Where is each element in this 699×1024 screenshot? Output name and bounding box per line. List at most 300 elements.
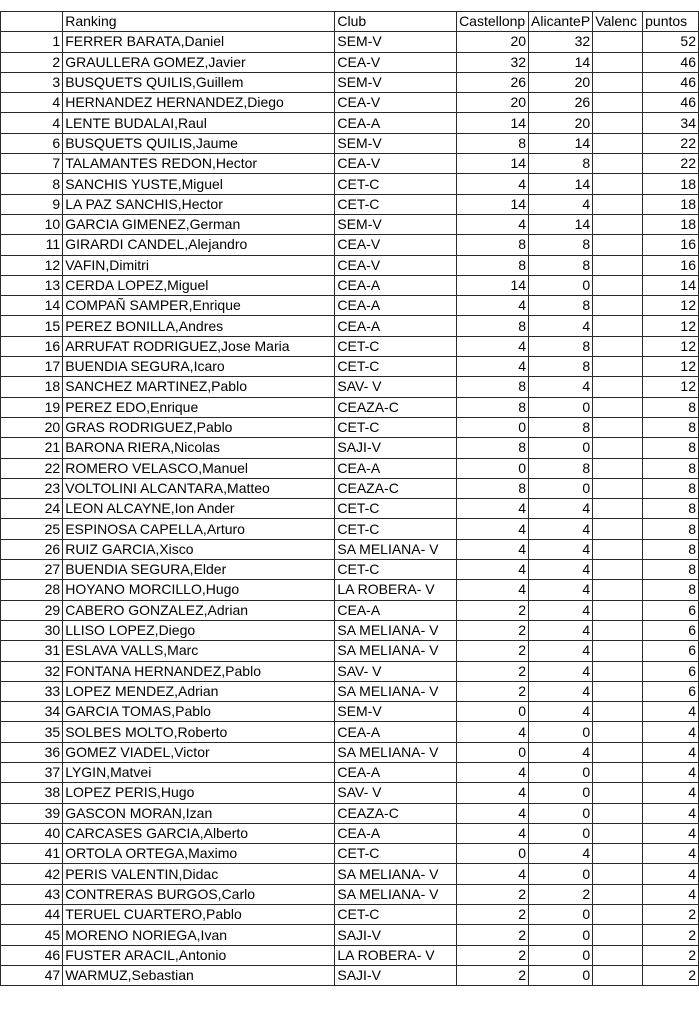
cell-alicante[interactable]: 0: [529, 965, 593, 985]
cell-puntos[interactable]: 4: [643, 844, 699, 864]
cell-name[interactable]: CARCASES GARCIA,Alberto: [63, 823, 335, 843]
cell-valencia[interactable]: [593, 580, 643, 600]
cell-rank[interactable]: 11: [1, 235, 63, 255]
cell-alicante[interactable]: 14: [529, 133, 593, 153]
cell-puntos[interactable]: 8: [643, 580, 699, 600]
cell-club[interactable]: CEA-V: [335, 255, 457, 275]
cell-alicante[interactable]: 0: [529, 803, 593, 823]
cell-castellon[interactable]: 0: [457, 417, 529, 437]
cell-castellon[interactable]: 4: [457, 519, 529, 539]
cell-valencia[interactable]: [593, 235, 643, 255]
cell-club[interactable]: CET-C: [335, 560, 457, 580]
cell-name[interactable]: FONTANA HERNANDEZ,Pablo: [63, 661, 335, 681]
cell-club[interactable]: CEA-A: [335, 762, 457, 782]
cell-castellon[interactable]: 0: [457, 742, 529, 762]
cell-puntos[interactable]: 12: [643, 316, 699, 336]
cell-rank[interactable]: 39: [1, 803, 63, 823]
cell-rank[interactable]: 45: [1, 925, 63, 945]
cell-castellon[interactable]: 8: [457, 316, 529, 336]
cell-puntos[interactable]: 4: [643, 783, 699, 803]
cell-valencia[interactable]: [593, 417, 643, 437]
cell-club[interactable]: LA ROBERA- V: [335, 580, 457, 600]
cell-rank[interactable]: 40: [1, 823, 63, 843]
cell-valencia[interactable]: [593, 438, 643, 458]
cell-alicante[interactable]: 8: [529, 235, 593, 255]
cell-name[interactable]: ESLAVA VALLS,Marc: [63, 641, 335, 661]
cell-puntos[interactable]: 8: [643, 560, 699, 580]
cell-club[interactable]: CEA-A: [335, 316, 457, 336]
cell-puntos[interactable]: 6: [643, 681, 699, 701]
cell-name[interactable]: LOPEZ PERIS,Hugo: [63, 783, 335, 803]
cell-puntos[interactable]: 16: [643, 255, 699, 275]
cell-alicante[interactable]: 4: [529, 641, 593, 661]
cell-name[interactable]: CERDA LOPEZ,Miguel: [63, 275, 335, 295]
cell-alicante[interactable]: 4: [529, 560, 593, 580]
cell-name[interactable]: LA PAZ SANCHIS,Hector: [63, 194, 335, 214]
cell-valencia[interactable]: [593, 823, 643, 843]
cell-valencia[interactable]: [593, 296, 643, 316]
cell-name[interactable]: LYGIN,Matvei: [63, 762, 335, 782]
cell-rank[interactable]: 4: [1, 113, 63, 133]
cell-club[interactable]: SEM-V: [335, 32, 457, 52]
cell-castellon[interactable]: 4: [457, 539, 529, 559]
cell-rank[interactable]: 10: [1, 214, 63, 234]
cell-valencia[interactable]: [593, 336, 643, 356]
cell-puntos[interactable]: 18: [643, 214, 699, 234]
cell-name[interactable]: ARRUFAT RODRIGUEZ,Jose Maria: [63, 336, 335, 356]
cell-club[interactable]: SAJI-V: [335, 438, 457, 458]
cell-alicante[interactable]: 20: [529, 72, 593, 92]
cell-puntos[interactable]: 4: [643, 803, 699, 823]
cell-castellon[interactable]: 8: [457, 478, 529, 498]
cell-name[interactable]: VAFIN,Dimitri: [63, 255, 335, 275]
cell-puntos[interactable]: 6: [643, 620, 699, 640]
cell-alicante[interactable]: 20: [529, 113, 593, 133]
cell-alicante[interactable]: 4: [529, 519, 593, 539]
cell-valencia[interactable]: [593, 965, 643, 985]
cell-castellon[interactable]: 32: [457, 52, 529, 72]
cell-puntos[interactable]: 12: [643, 336, 699, 356]
cell-puntos[interactable]: 14: [643, 275, 699, 295]
cell-castellon[interactable]: 8: [457, 255, 529, 275]
cell-club[interactable]: CEA-A: [335, 458, 457, 478]
cell-alicante[interactable]: 8: [529, 357, 593, 377]
cell-rank[interactable]: 32: [1, 661, 63, 681]
cell-rank[interactable]: 38: [1, 783, 63, 803]
cell-rank[interactable]: 16: [1, 336, 63, 356]
cell-rank[interactable]: 41: [1, 844, 63, 864]
cell-alicante[interactable]: 0: [529, 275, 593, 295]
cell-valencia[interactable]: [593, 357, 643, 377]
cell-valencia[interactable]: [593, 722, 643, 742]
cell-puntos[interactable]: 2: [643, 945, 699, 965]
cell-valencia[interactable]: [593, 93, 643, 113]
cell-valencia[interactable]: [593, 620, 643, 640]
cell-club[interactable]: SEM-V: [335, 72, 457, 92]
cell-alicante[interactable]: 8: [529, 336, 593, 356]
cell-castellon[interactable]: 20: [457, 93, 529, 113]
cell-castellon[interactable]: 4: [457, 214, 529, 234]
cell-name[interactable]: LENTE BUDALAI,Raul: [63, 113, 335, 133]
cell-castellon[interactable]: 2: [457, 641, 529, 661]
cell-name[interactable]: WARMUZ,Sebastian: [63, 965, 335, 985]
cell-name[interactable]: FERRER BARATA,Daniel: [63, 32, 335, 52]
cell-alicante[interactable]: 8: [529, 296, 593, 316]
cell-alicante[interactable]: 0: [529, 397, 593, 417]
cell-club[interactable]: CEA-V: [335, 93, 457, 113]
cell-castellon[interactable]: 2: [457, 600, 529, 620]
cell-alicante[interactable]: 0: [529, 925, 593, 945]
cell-name[interactable]: TERUEL CUARTERO,Pablo: [63, 905, 335, 925]
cell-puntos[interactable]: 4: [643, 864, 699, 884]
cell-alicante[interactable]: 4: [529, 580, 593, 600]
cell-puntos[interactable]: 2: [643, 965, 699, 985]
cell-castellon[interactable]: 8: [457, 397, 529, 417]
cell-castellon[interactable]: 4: [457, 499, 529, 519]
cell-valencia[interactable]: [593, 742, 643, 762]
cell-name[interactable]: LEON ALCAYNE,Ion Ander: [63, 499, 335, 519]
cell-alicante[interactable]: 0: [529, 945, 593, 965]
cell-rank[interactable]: 36: [1, 742, 63, 762]
cell-alicante[interactable]: 4: [529, 661, 593, 681]
cell-alicante[interactable]: 4: [529, 539, 593, 559]
cell-club[interactable]: CEA-A: [335, 296, 457, 316]
cell-valencia[interactable]: [593, 275, 643, 295]
cell-rank[interactable]: 37: [1, 762, 63, 782]
cell-name[interactable]: TALAMANTES REDON,Hector: [63, 154, 335, 174]
cell-club[interactable]: SA MELIANA- V: [335, 742, 457, 762]
cell-rank[interactable]: 6: [1, 133, 63, 153]
cell-puntos[interactable]: 8: [643, 438, 699, 458]
cell-name[interactable]: GARCIA TOMAS,Pablo: [63, 702, 335, 722]
cell-rank[interactable]: 2: [1, 52, 63, 72]
cell-name[interactable]: RUIZ GARCIA,Xisco: [63, 539, 335, 559]
cell-club[interactable]: SA MELIANA- V: [335, 864, 457, 884]
cell-valencia[interactable]: [593, 32, 643, 52]
cell-alicante[interactable]: 0: [529, 823, 593, 843]
cell-valencia[interactable]: [593, 154, 643, 174]
cell-castellon[interactable]: 2: [457, 945, 529, 965]
cell-alicante[interactable]: 4: [529, 620, 593, 640]
cell-puntos[interactable]: 6: [643, 661, 699, 681]
cell-valencia[interactable]: [593, 762, 643, 782]
cell-name[interactable]: BUENDIA SEGURA,Elder: [63, 560, 335, 580]
cell-alicante[interactable]: 0: [529, 905, 593, 925]
cell-name[interactable]: ORTOLA ORTEGA,Maximo: [63, 844, 335, 864]
cell-name[interactable]: GRAULLERA GOMEZ,Javier: [63, 52, 335, 72]
cell-puntos[interactable]: 8: [643, 499, 699, 519]
cell-alicante[interactable]: 4: [529, 742, 593, 762]
cell-name[interactable]: SANCHEZ MARTINEZ,Pablo: [63, 377, 335, 397]
cell-puntos[interactable]: 8: [643, 539, 699, 559]
cell-castellon[interactable]: 8: [457, 235, 529, 255]
cell-name[interactable]: MORENO NORIEGA,Ivan: [63, 925, 335, 945]
cell-rank[interactable]: 29: [1, 600, 63, 620]
cell-valencia[interactable]: [593, 194, 643, 214]
cell-rank[interactable]: 14: [1, 296, 63, 316]
cell-valencia[interactable]: [593, 458, 643, 478]
cell-alicante[interactable]: 4: [529, 702, 593, 722]
cell-rank[interactable]: 34: [1, 702, 63, 722]
cell-castellon[interactable]: 4: [457, 864, 529, 884]
cell-name[interactable]: LLISO LOPEZ,Diego: [63, 620, 335, 640]
cell-puntos[interactable]: 2: [643, 925, 699, 945]
cell-valencia[interactable]: [593, 174, 643, 194]
cell-rank[interactable]: 7: [1, 154, 63, 174]
cell-castellon[interactable]: 0: [457, 844, 529, 864]
cell-club[interactable]: SEM-V: [335, 133, 457, 153]
cell-rank[interactable]: 20: [1, 417, 63, 437]
cell-rank[interactable]: 35: [1, 722, 63, 742]
cell-valencia[interactable]: [593, 905, 643, 925]
cell-castellon[interactable]: 4: [457, 803, 529, 823]
cell-club[interactable]: CEAZA-C: [335, 397, 457, 417]
cell-name[interactable]: ESPINOSA CAPELLA,Arturo: [63, 519, 335, 539]
cell-club[interactable]: SA MELIANA- V: [335, 539, 457, 559]
cell-club[interactable]: SA MELIANA- V: [335, 641, 457, 661]
cell-valencia[interactable]: [593, 72, 643, 92]
cell-alicante[interactable]: 8: [529, 458, 593, 478]
cell-puntos[interactable]: 4: [643, 823, 699, 843]
cell-club[interactable]: CET-C: [335, 844, 457, 864]
cell-puntos[interactable]: 46: [643, 93, 699, 113]
cell-puntos[interactable]: 16: [643, 235, 699, 255]
cell-valencia[interactable]: [593, 803, 643, 823]
cell-name[interactable]: PEREZ BONILLA,Andres: [63, 316, 335, 336]
cell-castellon[interactable]: 4: [457, 722, 529, 742]
cell-valencia[interactable]: [593, 499, 643, 519]
cell-rank[interactable]: 13: [1, 275, 63, 295]
cell-valencia[interactable]: [593, 945, 643, 965]
cell-alicante[interactable]: 4: [529, 600, 593, 620]
cell-castellon[interactable]: 2: [457, 620, 529, 640]
cell-castellon[interactable]: 4: [457, 580, 529, 600]
cell-rank[interactable]: 21: [1, 438, 63, 458]
cell-puntos[interactable]: 4: [643, 742, 699, 762]
cell-club[interactable]: CEA-A: [335, 275, 457, 295]
cell-puntos[interactable]: 8: [643, 519, 699, 539]
cell-club[interactable]: SA MELIANA- V: [335, 884, 457, 904]
cell-valencia[interactable]: [593, 925, 643, 945]
cell-club[interactable]: CET-C: [335, 519, 457, 539]
cell-club[interactable]: CEA-A: [335, 823, 457, 843]
cell-valencia[interactable]: [593, 52, 643, 72]
cell-castellon[interactable]: 4: [457, 560, 529, 580]
cell-puntos[interactable]: 22: [643, 133, 699, 153]
cell-puntos[interactable]: 22: [643, 154, 699, 174]
cell-castellon[interactable]: 14: [457, 113, 529, 133]
cell-rank[interactable]: 30: [1, 620, 63, 640]
cell-valencia[interactable]: [593, 377, 643, 397]
cell-club[interactable]: LA ROBERA- V: [335, 945, 457, 965]
cell-rank[interactable]: 44: [1, 905, 63, 925]
cell-puntos[interactable]: 46: [643, 72, 699, 92]
cell-name[interactable]: GOMEZ VIADEL,Victor: [63, 742, 335, 762]
cell-castellon[interactable]: 0: [457, 458, 529, 478]
cell-puntos[interactable]: 8: [643, 417, 699, 437]
cell-name[interactable]: GIRARDI CANDEL,Alejandro: [63, 235, 335, 255]
cell-name[interactable]: GARCIA GIMENEZ,German: [63, 214, 335, 234]
cell-alicante[interactable]: 14: [529, 174, 593, 194]
cell-alicante[interactable]: 8: [529, 255, 593, 275]
cell-alicante[interactable]: 0: [529, 783, 593, 803]
cell-club[interactable]: CEA-V: [335, 52, 457, 72]
cell-valencia[interactable]: [593, 214, 643, 234]
cell-club[interactable]: CET-C: [335, 357, 457, 377]
cell-puntos[interactable]: 6: [643, 641, 699, 661]
cell-club[interactable]: CET-C: [335, 499, 457, 519]
cell-puntos[interactable]: 52: [643, 32, 699, 52]
cell-club[interactable]: CET-C: [335, 905, 457, 925]
cell-club[interactable]: CEA-A: [335, 113, 457, 133]
cell-alicante[interactable]: 0: [529, 722, 593, 742]
cell-rank[interactable]: 42: [1, 864, 63, 884]
cell-alicante[interactable]: 0: [529, 762, 593, 782]
cell-valencia[interactable]: [593, 864, 643, 884]
cell-name[interactable]: VOLTOLINI ALCANTARA,Matteo: [63, 478, 335, 498]
cell-club[interactable]: CEAZA-C: [335, 803, 457, 823]
cell-rank[interactable]: 31: [1, 641, 63, 661]
cell-name[interactable]: SOLBES MOLTO,Roberto: [63, 722, 335, 742]
cell-name[interactable]: FUSTER ARACIL,Antonio: [63, 945, 335, 965]
cell-club[interactable]: CET-C: [335, 417, 457, 437]
cell-club[interactable]: CEA-V: [335, 154, 457, 174]
cell-alicante[interactable]: 2: [529, 884, 593, 904]
cell-castellon[interactable]: 8: [457, 438, 529, 458]
cell-puntos[interactable]: 8: [643, 478, 699, 498]
cell-club[interactable]: CET-C: [335, 174, 457, 194]
cell-puntos[interactable]: 6: [643, 600, 699, 620]
cell-name[interactable]: BUSQUETS QUILIS,Guillem: [63, 72, 335, 92]
cell-club[interactable]: CEAZA-C: [335, 478, 457, 498]
cell-rank[interactable]: 3: [1, 72, 63, 92]
cell-valencia[interactable]: [593, 844, 643, 864]
cell-name[interactable]: CONTRERAS BURGOS,Carlo: [63, 884, 335, 904]
cell-rank[interactable]: 18: [1, 377, 63, 397]
cell-castellon[interactable]: 8: [457, 133, 529, 153]
cell-club[interactable]: SEM-V: [335, 214, 457, 234]
cell-puntos[interactable]: 18: [643, 194, 699, 214]
cell-castellon[interactable]: 4: [457, 174, 529, 194]
cell-alicante[interactable]: 32: [529, 32, 593, 52]
cell-name[interactable]: CABERO GONZALEZ,Adrian: [63, 600, 335, 620]
cell-valencia[interactable]: [593, 255, 643, 275]
cell-valencia[interactable]: [593, 519, 643, 539]
cell-rank[interactable]: 24: [1, 499, 63, 519]
cell-name[interactable]: HERNANDEZ HERNANDEZ,Diego: [63, 93, 335, 113]
cell-valencia[interactable]: [593, 539, 643, 559]
cell-castellon[interactable]: 2: [457, 661, 529, 681]
cell-valencia[interactable]: [593, 133, 643, 153]
cell-rank[interactable]: 25: [1, 519, 63, 539]
cell-alicante[interactable]: 26: [529, 93, 593, 113]
cell-castellon[interactable]: 2: [457, 884, 529, 904]
cell-name[interactable]: BUSQUETS QUILIS,Jaume: [63, 133, 335, 153]
cell-club[interactable]: SAV- V: [335, 783, 457, 803]
cell-castellon[interactable]: 26: [457, 72, 529, 92]
cell-rank[interactable]: 4: [1, 93, 63, 113]
cell-club[interactable]: SA MELIANA- V: [335, 620, 457, 640]
cell-name[interactable]: PERIS VALENTIN,Didac: [63, 864, 335, 884]
cell-puntos[interactable]: 12: [643, 296, 699, 316]
cell-rank[interactable]: 1: [1, 32, 63, 52]
cell-alicante[interactable]: 0: [529, 478, 593, 498]
cell-puntos[interactable]: 46: [643, 52, 699, 72]
cell-puntos[interactable]: 8: [643, 397, 699, 417]
cell-castellon[interactable]: 4: [457, 823, 529, 843]
cell-name[interactable]: HOYANO MORCILLO,Hugo: [63, 580, 335, 600]
cell-puntos[interactable]: 4: [643, 702, 699, 722]
cell-castellon[interactable]: 4: [457, 783, 529, 803]
cell-rank[interactable]: 27: [1, 560, 63, 580]
cell-puntos[interactable]: 34: [643, 113, 699, 133]
cell-rank[interactable]: 26: [1, 539, 63, 559]
cell-alicante[interactable]: 4: [529, 681, 593, 701]
cell-rank[interactable]: 17: [1, 357, 63, 377]
cell-valencia[interactable]: [593, 681, 643, 701]
cell-valencia[interactable]: [593, 641, 643, 661]
cell-valencia[interactable]: [593, 113, 643, 133]
cell-name[interactable]: BUENDIA SEGURA,Icaro: [63, 357, 335, 377]
cell-alicante[interactable]: 0: [529, 438, 593, 458]
cell-rank[interactable]: 12: [1, 255, 63, 275]
cell-rank[interactable]: 23: [1, 478, 63, 498]
cell-castellon[interactable]: 2: [457, 905, 529, 925]
cell-castellon[interactable]: 14: [457, 194, 529, 214]
cell-alicante[interactable]: 8: [529, 417, 593, 437]
cell-puntos[interactable]: 4: [643, 762, 699, 782]
cell-alicante[interactable]: 0: [529, 864, 593, 884]
cell-valencia[interactable]: [593, 884, 643, 904]
cell-rank[interactable]: 33: [1, 681, 63, 701]
cell-club[interactable]: CEA-A: [335, 600, 457, 620]
cell-puntos[interactable]: 8: [643, 458, 699, 478]
cell-club[interactable]: CEA-V: [335, 235, 457, 255]
cell-alicante[interactable]: 4: [529, 844, 593, 864]
cell-club[interactable]: SAJI-V: [335, 965, 457, 985]
cell-rank[interactable]: 46: [1, 945, 63, 965]
cell-castellon[interactable]: 0: [457, 702, 529, 722]
cell-name[interactable]: SANCHIS YUSTE,Miguel: [63, 174, 335, 194]
cell-alicante[interactable]: 4: [529, 499, 593, 519]
cell-alicante[interactable]: 8: [529, 154, 593, 174]
cell-rank[interactable]: 15: [1, 316, 63, 336]
cell-puntos[interactable]: 18: [643, 174, 699, 194]
cell-name[interactable]: ROMERO VELASCO,Manuel: [63, 458, 335, 478]
cell-rank[interactable]: 47: [1, 965, 63, 985]
cell-club[interactable]: SEM-V: [335, 702, 457, 722]
cell-castellon[interactable]: 20: [457, 32, 529, 52]
cell-valencia[interactable]: [593, 702, 643, 722]
cell-name[interactable]: GASCON MORAN,Izan: [63, 803, 335, 823]
cell-alicante[interactable]: 4: [529, 377, 593, 397]
cell-valencia[interactable]: [593, 478, 643, 498]
cell-castellon[interactable]: 14: [457, 154, 529, 174]
cell-alicante[interactable]: 4: [529, 316, 593, 336]
cell-castellon[interactable]: 14: [457, 275, 529, 295]
cell-valencia[interactable]: [593, 783, 643, 803]
cell-club[interactable]: SA MELIANA- V: [335, 681, 457, 701]
cell-castellon[interactable]: 4: [457, 762, 529, 782]
cell-rank[interactable]: 43: [1, 884, 63, 904]
cell-valencia[interactable]: [593, 397, 643, 417]
cell-valencia[interactable]: [593, 661, 643, 681]
cell-name[interactable]: COMPAÑ SAMPER,Enrique: [63, 296, 335, 316]
cell-puntos[interactable]: 12: [643, 357, 699, 377]
cell-valencia[interactable]: [593, 560, 643, 580]
cell-castellon[interactable]: 2: [457, 965, 529, 985]
cell-rank[interactable]: 22: [1, 458, 63, 478]
